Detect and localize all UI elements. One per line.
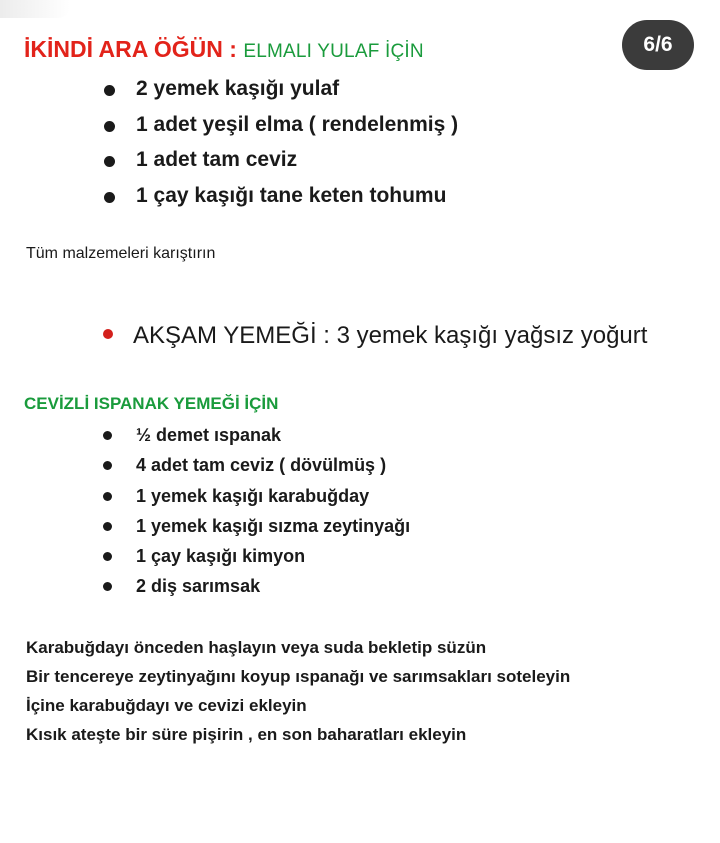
bullet-icon xyxy=(104,192,115,203)
list-item: 1 çay kaşığı tane keten tohumu xyxy=(104,182,458,218)
page-indicator-badge: 6/6 xyxy=(622,20,694,70)
bullet-icon xyxy=(103,461,112,470)
list-item: 1 yemek kaşığı karabuğday xyxy=(103,484,410,514)
snack-recipe-name: ELMALI YULAF İÇİN xyxy=(243,41,424,62)
spinach-instructions xyxy=(26,633,570,749)
instruction-line: Bir tencereye zeytinyağını koyup ıspanağı ve sarımsakları soteleyin xyxy=(26,667,571,686)
list-item: 1 adet tam ceviz xyxy=(104,146,458,182)
bullet-icon xyxy=(103,329,113,339)
dinner-line xyxy=(103,322,647,350)
list-item: 1 yemek kaşığı sızma zeytinyağı xyxy=(103,514,410,544)
bullet-icon xyxy=(104,85,115,96)
spinach-recipe-title: CEVİZLİ ISPANAK YEMEĞİ İÇİN xyxy=(24,394,279,413)
bullet-icon xyxy=(103,431,112,440)
list-item: 2 diş sarımsak xyxy=(103,574,410,604)
bullet-icon xyxy=(103,492,112,501)
snack-instruction: Tüm malzemeleri karıştırın xyxy=(26,245,216,262)
list-item: 1 çay kaşığı kimyon xyxy=(103,544,410,574)
instruction-line: Karabuğdayı önceden haşlayın veya suda bekletip süzün xyxy=(26,638,487,657)
instruction-line: Kısık ateşte bir süre pişirin , en son baharatları ekleyin xyxy=(26,725,467,744)
list-item: 1 adet yeşil elma ( rendelenmiş ) xyxy=(104,111,458,147)
bullet-icon xyxy=(104,156,115,167)
instruction-line: İçine karabuğdayı ve cevizi ekleyin xyxy=(26,696,307,715)
spinach-ingredient-list xyxy=(103,423,410,605)
corner-shade xyxy=(0,0,70,18)
list-item: 4 adet tam ceviz ( dövülmüş ) xyxy=(103,453,410,483)
bullet-icon xyxy=(103,582,112,591)
bullet-icon xyxy=(103,552,112,561)
snack-heading xyxy=(24,36,424,63)
bullet-icon xyxy=(104,121,115,132)
bullet-icon xyxy=(103,522,112,531)
snack-ingredient-list xyxy=(104,75,458,217)
snack-title: İKİNDİ ARA ÖĞÜN : xyxy=(24,36,237,62)
dinner-text: AKŞAM YEMEĞİ : 3 yemek kaşığı yağsız yoğurt xyxy=(133,322,648,349)
list-item: ½ demet ıspanak xyxy=(103,423,410,453)
list-item: 2 yemek kaşığı yulaf xyxy=(104,75,458,111)
